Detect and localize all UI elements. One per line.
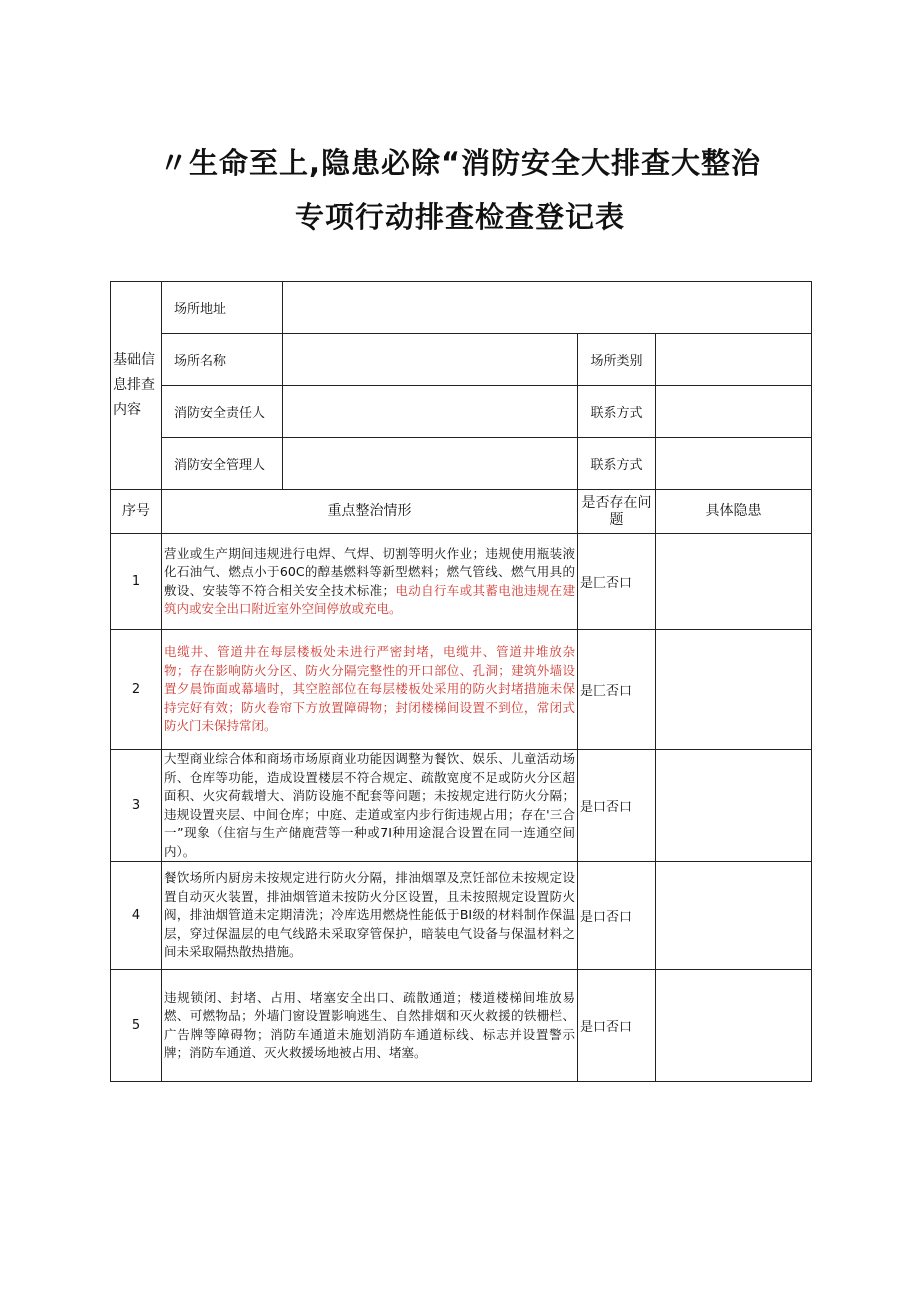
responsible-contact-field[interactable] [656,386,812,438]
row-situation [162,630,578,750]
form-title-line-2: 专项行动排查检查登记表 [294,200,625,234]
row-detail-field[interactable] [656,750,812,862]
row-index: 4 [111,862,162,970]
table-row [111,534,812,630]
row-index: 3 [111,750,162,862]
header-detail: 具体隐患 [656,490,812,534]
venue-name-label: 场所名称 [162,334,283,386]
row-situation [162,970,578,1082]
row-detail-field[interactable] [656,534,812,630]
header-situation: 重点整治情形 [162,490,578,534]
manager-contact-field[interactable] [656,438,812,490]
row-index: 5 [111,970,162,1082]
table-row [111,862,812,970]
venue-name-field[interactable] [283,334,578,386]
responsible-contact-label: 联系方式 [578,386,656,438]
fire-safety-responsible-label: 消防安全责任人 [162,386,283,438]
situation-text: 大型商业综合体和商场市场原商业功能因调整为餐饮、娱乐、儿童活动场所、仓库等功能，造成设置楼层不符合规定、疏散宽度不足或防火分区超面积、火灾荷载增大、消防设施不配套等问题；未按规定进行防火分隔；违规设置夹层、中间仓库；中庭、走道或室内步行街违规占用；存在'三合一”现象（住宿与生产储鹿营等一种或7I种用途混合设置在同一连通空间内）。 [164,751,575,859]
fire-safety-responsible-field[interactable] [283,386,578,438]
form-title-line-1: 〃生命至上,隐患必除“消防安全大排查大整治 [158,146,762,180]
row-situation [162,750,578,862]
fire-safety-manager-field[interactable] [283,438,578,490]
row-exists-checkbox[interactable]: 是口否口 [578,750,656,862]
address-field[interactable] [283,282,812,334]
row-exists-checkbox[interactable]: 是口否口 [578,862,656,970]
venue-type-label: 场所类别 [578,334,656,386]
inspection-form-table [110,281,812,1082]
basic-info-section-label: 基础信息排查内容 [111,282,162,490]
table-row [111,970,812,1082]
venue-type-field[interactable] [656,334,812,386]
table-row [111,750,812,862]
row-exists-checkbox[interactable]: 是匚否口 [578,534,656,630]
situation-text-highlight: 电动自行车或其蓄电池违规在建筑内或安全出口附近室外空间停放或充电。 [164,582,575,616]
row-index: 2 [111,630,162,750]
row-detail-field[interactable] [656,862,812,970]
situation-text: 餐饮场所内厨房未按规定进行防火分隔，排油烟罩及烹饪部位未按规定设置自动灭火装置，排油烟管道未按防火分区设置，且未按照规定设置防火阀，排油烟管道未定期清洗；冷库选用燃烧性能低于BI级的材料制作保温层，穿过保温层的电气线路未采取穿管保护，暗装电气设备与保温材料之间未采取隔热散热措施。 [164,870,575,960]
header-index: 序号 [111,490,162,534]
row-exists-checkbox[interactable]: 是口否口 [578,970,656,1082]
row-exists-checkbox[interactable]: 是匚否口 [578,630,656,750]
address-label: 场所地址 [162,282,283,334]
manager-contact-label: 联系方式 [578,438,656,490]
situation-text-highlight: 电缆井、管道井在每层楼板处未进行严密封堵，电缆井、管道井堆放杂物；存在影响防火分区、防火分隔完整性的开口部位、孔洞；建筑外墙设置夕晨饰面或幕墙时，其空腔部位在每层楼板处采用的防火封堵措施未保持完好有效；防火卷帘下方放置障碍物；封闭楼梯间设置不到位，常闭式防火门未保持常闭。 [164,644,575,734]
header-exists: 是否存在问题 [578,490,656,534]
row-index: 1 [111,534,162,630]
row-detail-field[interactable] [656,970,812,1082]
table-row [111,630,812,750]
row-situation [162,534,578,630]
fire-safety-manager-label: 消防安全管理人 [162,438,283,490]
situation-text: 违规锁闭、封堵、占用、堵塞安全出口、疏散通道；楼道楼梯间堆放易燃、可燃物品；外墙门窗设置影响逃生、自然排烟和灭火救援的铁栅栏、广告牌等障碍物；消防车通道未施划消防车通道标线、标志并设置警示牌；消防车通道、灭火救援场地被占用、堵塞。 [164,989,575,1060]
row-situation [162,862,578,970]
row-detail-field[interactable] [656,630,812,750]
situation-text: 营业或生产期间违规进行电焊、气焊、切割等明火作业；违规使用瓶装液化石油气、燃点小于60C的醇基燃料等新型燃料；燃气管线、燃气用具的敷设、安装等不符合相关安全技术标准； [164,545,575,598]
